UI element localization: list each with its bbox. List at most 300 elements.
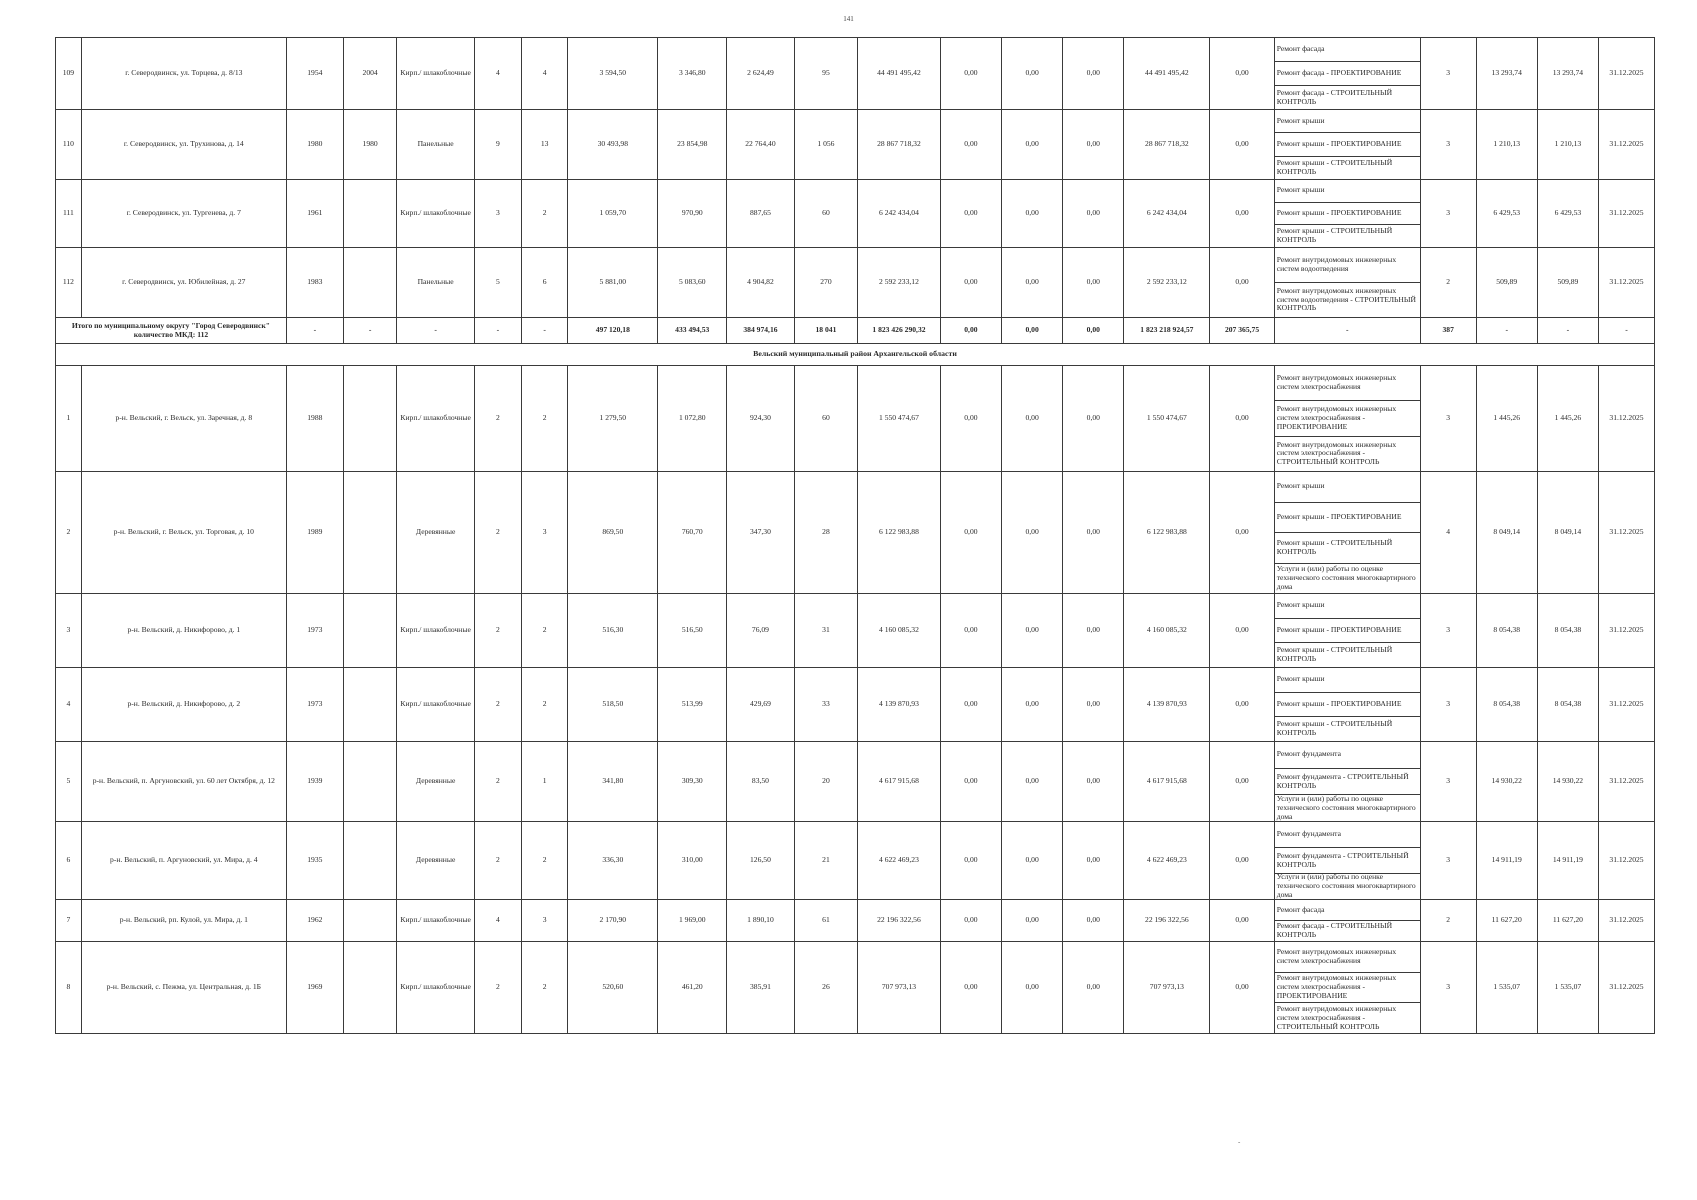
cell-date: 31.12.2025: [1599, 472, 1655, 594]
cell-mat: Панельные: [397, 248, 474, 318]
cell-date: 31.12.2025: [1599, 110, 1655, 180]
cell-date: 31.12.2025: [1599, 668, 1655, 742]
cell-f1: 0,00: [940, 110, 1001, 180]
cell-a1: 3 594,50: [568, 38, 658, 110]
cell-people: 60: [794, 366, 857, 472]
section-row: [56, 344, 1655, 366]
cell-year2: [343, 248, 397, 318]
cell-addr: р-н. Вельский, д. Никифорово, д. 2: [81, 668, 286, 742]
work-item: Ремонт внутридомовых инженерных систем электроснабжения: [1276, 373, 1397, 392]
cell-a1: 869,50: [568, 472, 658, 594]
work-item: Ремонт крыши - СТРОИТЕЛЬНЫЙ КОНТРОЛЬ: [1275, 642, 1420, 667]
cell-cnt: 3: [1420, 822, 1476, 900]
cell-f4: 4 622 469,23: [1124, 822, 1210, 900]
cell-addr: г. Северодвинск, ул. Юбилейная, д. 27: [81, 248, 286, 318]
work-item: Ремонт крыши - СТРОИТЕЛЬНЫЙ КОНТРОЛЬ: [1275, 156, 1420, 179]
cell-p2: 1 445,26: [1537, 366, 1598, 472]
cell-ent: 3: [522, 900, 568, 942]
cell-f2: 0,00: [1002, 472, 1063, 594]
cell-n: 2: [56, 472, 82, 594]
cell-a3: 126,50: [727, 822, 795, 900]
total-cost: 1 823 426 290,32: [858, 318, 941, 344]
cell-mat: Кирп./ шлакоблочные: [397, 668, 474, 742]
cell-a1: 1 279,50: [568, 366, 658, 472]
cell-f5: 0,00: [1210, 822, 1274, 900]
cell-people: 31: [794, 594, 857, 668]
cell-f4: 6 242 434,04: [1124, 180, 1210, 248]
cell-p2: 509,89: [1537, 248, 1598, 318]
cell-f1: 0,00: [940, 180, 1001, 248]
cell-a3: 347,30: [727, 472, 795, 594]
cell-f4: 4 139 870,93: [1124, 668, 1210, 742]
work-item: Ремонт фундамента - СТРОИТЕЛЬНЫЙ КОНТРОЛЬ: [1275, 768, 1420, 795]
cell-date: 31.12.2025: [1599, 822, 1655, 900]
cell-f3: 0,00: [1063, 472, 1124, 594]
cell-p2: 8 054,38: [1537, 594, 1598, 668]
work-item: Ремонт крыши - ПРОЕКТИРОВАНИЕ: [1275, 202, 1420, 225]
cell-mat: Кирп./ шлакоблочные: [397, 900, 474, 942]
cell-people: 26: [794, 942, 857, 1034]
cell-floors: 3: [474, 180, 521, 248]
total-p2: -: [1537, 318, 1598, 344]
cell-cnt: 3: [1420, 366, 1476, 472]
cell-f5: 0,00: [1210, 900, 1274, 942]
cell-a2: 461,20: [658, 942, 727, 1034]
cell-floors: 9: [474, 110, 521, 180]
table-row: [56, 110, 1655, 180]
cell-a2: 516,50: [658, 594, 727, 668]
cell-f2: 0,00: [1002, 668, 1063, 742]
cell-year2: [343, 822, 397, 900]
cell-ent: 2: [522, 180, 568, 248]
cell-a2: 760,70: [658, 472, 727, 594]
cell-p2: 14 911,19: [1537, 822, 1598, 900]
cell-p1: 6 429,53: [1476, 180, 1537, 248]
cell-people: 60: [794, 180, 857, 248]
cell-year2: [343, 472, 397, 594]
cell-f3: 0,00: [1063, 822, 1124, 900]
cell-a1: 1 059,70: [568, 180, 658, 248]
cell-f4: 4 617 915,68: [1124, 742, 1210, 822]
works-cell: [1274, 900, 1420, 942]
cell-f2: 0,00: [1002, 900, 1063, 942]
cell-f5: 0,00: [1210, 668, 1274, 742]
cell-f5: 0,00: [1210, 38, 1274, 110]
cell-n: 7: [56, 900, 82, 942]
cell-f3: 0,00: [1063, 942, 1124, 1034]
cell-addr: г. Северодвинск, ул. Тургенева, д. 7: [81, 180, 286, 248]
cell-ent: 2: [522, 668, 568, 742]
cell-a3: 4 904,82: [727, 248, 795, 318]
work-item: Услуги и (или) работы по оценке технического состояния многоквартирного дома: [1275, 794, 1420, 821]
cell-mat: Кирп./ шлакоблочные: [397, 594, 474, 668]
cell-f3: 0,00: [1063, 38, 1124, 110]
work-item: Ремонт фасада: [1276, 44, 1325, 54]
work-item: Ремонт крыши: [1276, 600, 1325, 610]
cell-p2: 13 293,74: [1537, 38, 1598, 110]
work-item: Ремонт фасада - ПРОЕКТИРОВАНИЕ: [1275, 61, 1420, 85]
cell-p1: 13 293,74: [1476, 38, 1537, 110]
cell-floors: 2: [474, 742, 521, 822]
cell-n: 4: [56, 668, 82, 742]
cell-f3: 0,00: [1063, 594, 1124, 668]
cell-a1: 341,80: [568, 742, 658, 822]
cell-a3: 1 890,10: [727, 900, 795, 942]
work-item: Ремонт внутридомовых инженерных систем водоотведения: [1276, 255, 1397, 273]
cell-ent: 1: [522, 742, 568, 822]
cell-f5: 0,00: [1210, 110, 1274, 180]
cell-year: 1973: [286, 668, 343, 742]
cell-a1: 5 881,00: [568, 248, 658, 318]
cell-date: 31.12.2025: [1599, 742, 1655, 822]
cell-addr: р-н. Вельский, г. Вельск, ул. Заречная, д. 8: [81, 366, 286, 472]
works-cell: [1274, 180, 1420, 248]
cell-a1: 520,60: [568, 942, 658, 1034]
cell-f4: 4 160 085,32: [1124, 594, 1210, 668]
works-cell: [1274, 822, 1420, 900]
cell-f3: 0,00: [1063, 366, 1124, 472]
cell-people: 61: [794, 900, 857, 942]
cell-year2: [343, 900, 397, 942]
cell-ent: 2: [522, 942, 568, 1034]
cell-cnt: 3: [1420, 38, 1476, 110]
work-item: Ремонт крыши - ПРОЕКТИРОВАНИЕ: [1275, 692, 1420, 717]
work-item: Ремонт внутридомовых инженерных систем электроснабжения - ПРОЕКТИРОВАНИЕ: [1275, 972, 1420, 1003]
works-cell: [1274, 38, 1420, 110]
table-row: [56, 742, 1655, 822]
cell-p2: 6 429,53: [1537, 180, 1598, 248]
work-item: Ремонт фасада - СТРОИТЕЛЬНЫЙ КОНТРОЛЬ: [1275, 920, 1420, 941]
work-item: Ремонт внутридомовых инженерных систем электроснабжения - ПРОЕКТИРОВАНИЕ: [1275, 400, 1420, 435]
cell-f2: 0,00: [1002, 942, 1063, 1034]
cell-cost: 6 242 434,04: [858, 180, 941, 248]
cell-year: 1983: [286, 248, 343, 318]
table-row: [56, 180, 1655, 248]
table-body: [56, 38, 1655, 1034]
work-item: Ремонт крыши: [1276, 674, 1325, 684]
cell-cnt: 3: [1420, 594, 1476, 668]
table-row: [56, 822, 1655, 900]
works-cell: [1274, 942, 1420, 1034]
work-item: Ремонт крыши - ПРОЕКТИРОВАНИЕ: [1275, 132, 1420, 155]
cell-f3: 0,00: [1063, 248, 1124, 318]
cell-mat: Кирп./ шлакоблочные: [397, 180, 474, 248]
cell-a2: 309,30: [658, 742, 727, 822]
cell-people: 1 056: [794, 110, 857, 180]
cell-cnt: 3: [1420, 110, 1476, 180]
cell-n: 3: [56, 594, 82, 668]
cell-a3: 22 764,40: [727, 110, 795, 180]
cell-cost: 44 491 495,42: [858, 38, 941, 110]
total-p1: -: [1476, 318, 1537, 344]
cell-p1: 509,89: [1476, 248, 1537, 318]
cell-date: 31.12.2025: [1599, 942, 1655, 1034]
cell-date: 31.12.2025: [1599, 594, 1655, 668]
cell-mat: Кирп./ шлакоблочные: [397, 366, 474, 472]
cell-p1: 14 930,22: [1476, 742, 1537, 822]
cell-ent: 6: [522, 248, 568, 318]
cell-a3: 429,69: [727, 668, 795, 742]
cell-f4: 1 550 474,67: [1124, 366, 1210, 472]
cell-year: 1973: [286, 594, 343, 668]
cell-a2: 3 346,80: [658, 38, 727, 110]
cell-a2: 513,99: [658, 668, 727, 742]
cell-year2: [343, 668, 397, 742]
cell-f3: 0,00: [1063, 900, 1124, 942]
total-date: -: [1599, 318, 1655, 344]
cell-cnt: 3: [1420, 180, 1476, 248]
cell-f1: 0,00: [940, 900, 1001, 942]
cell-f1: 0,00: [940, 38, 1001, 110]
cell-ent: 2: [522, 594, 568, 668]
total-a1: 497 120,18: [568, 318, 658, 344]
cell-floors: 2: [474, 942, 521, 1034]
total-year2: -: [343, 318, 397, 344]
total-people: 18 041: [794, 318, 857, 344]
cell-cost: 4 622 469,23: [858, 822, 941, 900]
cell-n: 110: [56, 110, 82, 180]
cell-f4: 6 122 983,88: [1124, 472, 1210, 594]
cell-f4: 28 867 718,32: [1124, 110, 1210, 180]
cell-a1: 518,50: [568, 668, 658, 742]
cell-people: 95: [794, 38, 857, 110]
cell-a3: 83,50: [727, 742, 795, 822]
cell-f5: 0,00: [1210, 742, 1274, 822]
cell-f4: 44 491 495,42: [1124, 38, 1210, 110]
cell-cost: 4 139 870,93: [858, 668, 941, 742]
cell-cost: 28 867 718,32: [858, 110, 941, 180]
cell-p1: 8 054,38: [1476, 668, 1537, 742]
cell-addr: р-н. Вельский, г. Вельск, ул. Торговая, д. 10: [81, 472, 286, 594]
cell-floors: 2: [474, 594, 521, 668]
work-item: Ремонт крыши - ПРОЕКТИРОВАНИЕ: [1275, 502, 1420, 533]
cell-mat: Деревянные: [397, 822, 474, 900]
cell-year2: [343, 180, 397, 248]
cell-f1: 0,00: [940, 668, 1001, 742]
cell-year: 1980: [286, 110, 343, 180]
cell-f4: 2 592 233,12: [1124, 248, 1210, 318]
cell-a2: 1 072,80: [658, 366, 727, 472]
cell-ent: 3: [522, 472, 568, 594]
cell-p1: 8 049,14: [1476, 472, 1537, 594]
cell-a2: 23 854,98: [658, 110, 727, 180]
work-item: Ремонт крыши: [1276, 115, 1325, 125]
table-row: [56, 472, 1655, 594]
cell-cost: 1 550 474,67: [858, 366, 941, 472]
cell-addr: р-н. Вельский, с. Пежма, ул. Центральная, д. 1Б: [81, 942, 286, 1034]
cell-people: 33: [794, 668, 857, 742]
work-item: Услуги и (или) работы по оценке технического состояния многоквартирного дома: [1275, 563, 1420, 594]
cell-mat: Кирп./ шлакоблочные: [397, 38, 474, 110]
cell-cnt: 3: [1420, 942, 1476, 1034]
cell-a3: 385,91: [727, 942, 795, 1034]
cell-f5: 0,00: [1210, 942, 1274, 1034]
cell-f5: 0,00: [1210, 472, 1274, 594]
cell-f5: 0,00: [1210, 180, 1274, 248]
total-f1: 0,00: [940, 318, 1001, 344]
program-table: [55, 37, 1655, 1034]
cell-n: 111: [56, 180, 82, 248]
cell-cnt: 2: [1420, 248, 1476, 318]
cell-a2: 1 969,00: [658, 900, 727, 942]
cell-f2: 0,00: [1002, 110, 1063, 180]
cell-year2: [343, 594, 397, 668]
cell-cost: 4 617 915,68: [858, 742, 941, 822]
cell-a3: 2 624,49: [727, 38, 795, 110]
total-f4: 1 823 218 924,57: [1124, 318, 1210, 344]
cell-addr: г. Северодвинск, ул. Торцева, д. 8/13: [81, 38, 286, 110]
cell-ent: 2: [522, 822, 568, 900]
cell-cost: 707 973,13: [858, 942, 941, 1034]
cell-a1: 336,30: [568, 822, 658, 900]
work-item: Ремонт крыши: [1276, 185, 1325, 195]
cell-a3: 887,65: [727, 180, 795, 248]
works-cell: [1274, 742, 1420, 822]
scan-mark: -: [1238, 1138, 1241, 1146]
cell-date: 31.12.2025: [1599, 366, 1655, 472]
cell-p2: 8 049,14: [1537, 472, 1598, 594]
cell-floors: 2: [474, 822, 521, 900]
cell-a3: 924,30: [727, 366, 795, 472]
cell-year: 1954: [286, 38, 343, 110]
cell-year2: [343, 942, 397, 1034]
cell-addr: р-н. Вельский, п. Аргуновский, ул. 60 лет Октября, д. 12: [81, 742, 286, 822]
cell-people: 20: [794, 742, 857, 822]
cell-year: 1988: [286, 366, 343, 472]
cell-a1: 2 170,90: [568, 900, 658, 942]
total-a2: 433 494,53: [658, 318, 727, 344]
works-cell: [1274, 366, 1420, 472]
cell-n: 1: [56, 366, 82, 472]
cell-cnt: 3: [1420, 668, 1476, 742]
cell-p1: 14 911,19: [1476, 822, 1537, 900]
cell-n: 8: [56, 942, 82, 1034]
cell-year: 1989: [286, 472, 343, 594]
cell-date: 31.12.2025: [1599, 180, 1655, 248]
cell-year: 1962: [286, 900, 343, 942]
total-mat: -: [397, 318, 474, 344]
work-item: Ремонт крыши - СТРОИТЕЛЬНЫЙ КОНТРОЛЬ: [1275, 532, 1420, 563]
works-cell: [1274, 248, 1420, 318]
works-cell: [1274, 594, 1420, 668]
cell-addr: г. Северодвинск, ул. Трухинова, д. 14: [81, 110, 286, 180]
cell-f2: 0,00: [1002, 248, 1063, 318]
works-cell: [1274, 668, 1420, 742]
cell-f3: 0,00: [1063, 180, 1124, 248]
cell-a1: 30 493,98: [568, 110, 658, 180]
cell-f5: 0,00: [1210, 248, 1274, 318]
cell-f5: 0,00: [1210, 594, 1274, 668]
cell-addr: р-н. Вельский, рп. Кулой, ул. Мира, д. 1: [81, 900, 286, 942]
total-cnt: 387: [1420, 318, 1476, 344]
cell-f1: 0,00: [940, 366, 1001, 472]
table-row: [56, 900, 1655, 942]
cell-p1: 8 054,38: [1476, 594, 1537, 668]
cell-year: 1939: [286, 742, 343, 822]
cell-floors: 2: [474, 366, 521, 472]
total-f3: 0,00: [1063, 318, 1124, 344]
work-item: Ремонт фасада - СТРОИТЕЛЬНЫЙ КОНТРОЛЬ: [1275, 85, 1420, 109]
cell-floors: 2: [474, 472, 521, 594]
work-item: Ремонт фундамента: [1276, 749, 1341, 759]
cell-people: 28: [794, 472, 857, 594]
table-row: [56, 38, 1655, 110]
cell-year2: [343, 366, 397, 472]
cell-f2: 0,00: [1002, 594, 1063, 668]
cell-floors: 2: [474, 668, 521, 742]
table-row: [56, 366, 1655, 472]
total-f5: 207 365,75: [1210, 318, 1274, 344]
cell-cnt: 3: [1420, 742, 1476, 822]
cell-year: 1961: [286, 180, 343, 248]
cell-n: 109: [56, 38, 82, 110]
section-title: Вельский муниципальный район Архангельской области: [56, 344, 1655, 366]
cell-floors: 4: [474, 900, 521, 942]
cell-floors: 5: [474, 248, 521, 318]
work-item: Ремонт крыши - СТРОИТЕЛЬНЫЙ КОНТРОЛЬ: [1275, 224, 1420, 247]
table-row: [56, 594, 1655, 668]
cell-f1: 0,00: [940, 942, 1001, 1034]
table-row: [56, 248, 1655, 318]
work-item: Ремонт фундамента: [1276, 829, 1341, 839]
cell-f3: 0,00: [1063, 668, 1124, 742]
cell-f2: 0,00: [1002, 366, 1063, 472]
total-row: [56, 318, 1655, 344]
work-item: Ремонт внутридомовых инженерных систем водоотведения - СТРОИТЕЛЬНЫЙ КОНТРОЛЬ: [1275, 282, 1420, 317]
cell-cnt: 4: [1420, 472, 1476, 594]
cell-p1: 11 627,20: [1476, 900, 1537, 942]
cell-ent: 13: [522, 110, 568, 180]
cell-cost: 4 160 085,32: [858, 594, 941, 668]
total-label: Итого по муниципальному округу "Город Северодвинск" количество МКД: 112: [56, 318, 287, 344]
cell-a2: 310,00: [658, 822, 727, 900]
cell-a2: 970,90: [658, 180, 727, 248]
work-item: Ремонт крыши - ПРОЕКТИРОВАНИЕ: [1275, 618, 1420, 643]
cell-year2: 1980: [343, 110, 397, 180]
cell-people: 21: [794, 822, 857, 900]
cell-addr: р-н. Вельский, д. Никифорово, д. 1: [81, 594, 286, 668]
cell-p1: 1 445,26: [1476, 366, 1537, 472]
work-item: Ремонт крыши: [1276, 481, 1325, 491]
cell-ent: 2: [522, 366, 568, 472]
work-item: Услуги и (или) работы по оценке технического состояния многоквартирного дома: [1275, 873, 1420, 899]
cell-ent: 4: [522, 38, 568, 110]
cell-cost: 2 592 233,12: [858, 248, 941, 318]
cell-f2: 0,00: [1002, 38, 1063, 110]
cell-cnt: 2: [1420, 900, 1476, 942]
cell-year2: [343, 742, 397, 822]
work-item: Ремонт внутридомовых инженерных систем электроснабжения - СТРОИТЕЛЬНЫЙ КОНТРОЛЬ: [1275, 1002, 1420, 1033]
cell-cost: 22 196 322,56: [858, 900, 941, 942]
works-cell: [1274, 472, 1420, 594]
total-year: -: [286, 318, 343, 344]
total-works: -: [1274, 318, 1420, 344]
cell-mat: Деревянные: [397, 742, 474, 822]
cell-year2: 2004: [343, 38, 397, 110]
cell-a1: 516,30: [568, 594, 658, 668]
cell-f3: 0,00: [1063, 742, 1124, 822]
cell-addr: р-н. Вельский, п. Аргуновский, ул. Мира, д. 4: [81, 822, 286, 900]
cell-year: 1969: [286, 942, 343, 1034]
cell-f1: 0,00: [940, 248, 1001, 318]
cell-p2: 1 210,13: [1537, 110, 1598, 180]
cell-date: 31.12.2025: [1599, 38, 1655, 110]
table-row: [56, 942, 1655, 1034]
cell-a3: 76,09: [727, 594, 795, 668]
cell-date: 31.12.2025: [1599, 900, 1655, 942]
work-item: Ремонт фасада: [1276, 904, 1325, 914]
cell-mat: Панельные: [397, 110, 474, 180]
